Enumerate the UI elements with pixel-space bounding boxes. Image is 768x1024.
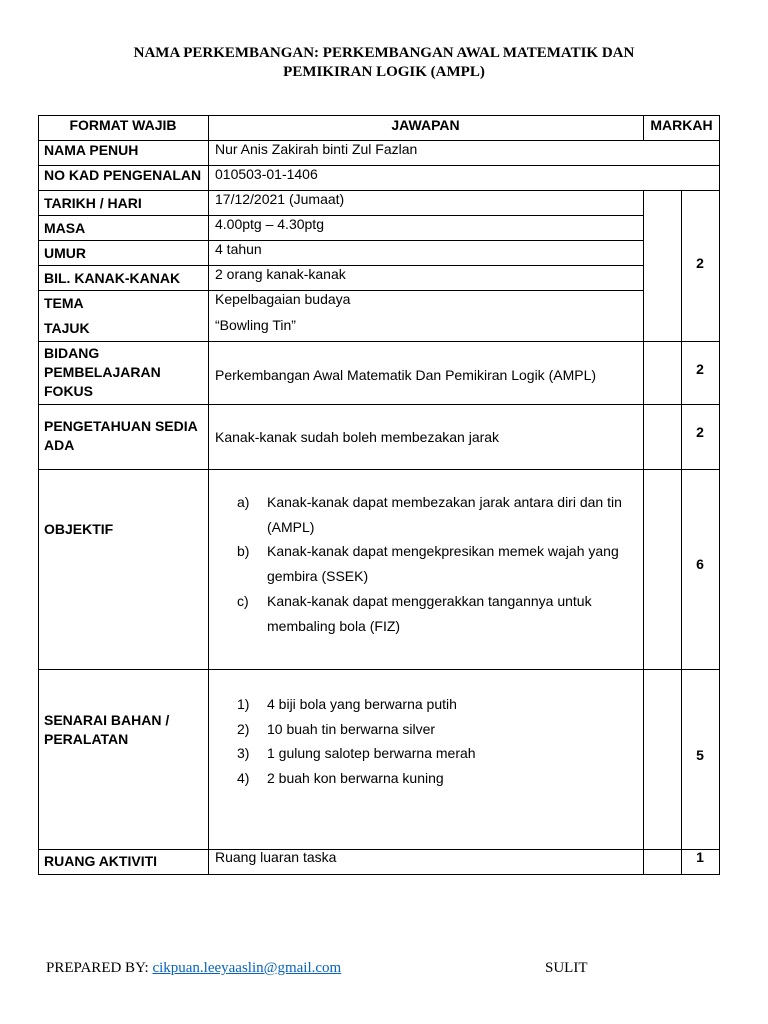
value-nama-penuh: Nur Anis Zakirah binti Zul Fazlan	[215, 141, 418, 157]
list-item: 3) 1 gulung salotep berwarna merah	[237, 745, 476, 762]
table-border-right	[719, 115, 720, 875]
label-bidang: BIDANG PEMBELAJARAN FOKUS	[44, 345, 161, 399]
value-tajuk: “Bowling Tin”	[215, 317, 296, 333]
row-divider	[38, 341, 720, 342]
mark-ruang: 1	[696, 849, 704, 865]
list-item: a) Kanak-kanak dapat membezakan jarak antara diri dan tin (AMPL)	[237, 494, 622, 535]
mark-senarai: 5	[696, 747, 704, 763]
value-bidang: Perkembangan Awal Matematik Dan Pemikiran Logik (AMPL)	[215, 367, 597, 383]
header-format: FORMAT WAJIB	[69, 117, 177, 133]
list-item: 2) 10 buah tin berwarna silver	[237, 720, 436, 737]
list-item: c) Kanak-kanak dapat menggerakkan tangannya untuk membaling bola (FIZ)	[237, 592, 592, 634]
label-tarikh: TARIKH / HARI	[44, 195, 142, 211]
row-divider	[38, 849, 720, 850]
label-masa: MASA	[44, 220, 86, 236]
mark-objektif: 6	[696, 556, 704, 572]
author-email-link[interactable]: cikpuan.leeyaaslin@gmail.com	[152, 960, 342, 976]
list-item: 4) 2 buah kon berwarna kuning	[237, 770, 444, 787]
mark-group-details: 2	[696, 255, 704, 271]
value-masa: 4.00ptg – 4.30ptg	[215, 216, 324, 232]
label-bil: BIL. KANAK-KANAK	[44, 270, 181, 286]
label-no-kad: NO KAD PENGENALAN	[44, 167, 202, 183]
row-divider	[38, 240, 643, 241]
col-divider	[681, 190, 682, 875]
value-no-kad: 010503-01-1406	[215, 166, 318, 182]
footer-prepared-by	[46, 960, 341, 977]
footer-classification: SULIT	[545, 960, 588, 976]
value-umur: 4 tahun	[215, 241, 262, 257]
row-divider	[38, 404, 720, 405]
label-objektif: OBJEKTIF	[44, 521, 114, 537]
list-item: b) Kanak-kanak dapat mengekpresikan memek wajah yang gembira (SSEK)	[237, 543, 619, 585]
senarai-list	[237, 692, 476, 791]
row-divider	[38, 469, 720, 470]
value-ruang: Ruang luaran taska	[215, 849, 337, 865]
mark-bidang: 2	[696, 361, 704, 377]
table-border-top	[38, 115, 720, 116]
label-tema: TEMA	[44, 295, 84, 311]
label-senarai: SENARAI BAHAN / PERALATAN	[44, 712, 170, 747]
list-item: 1) 4 biji bola yang berwarna putih	[237, 696, 457, 712]
table-border-bottom	[38, 874, 720, 875]
label-nama-penuh: NAMA PENUH	[44, 142, 139, 158]
header-answer: JAWAPAN	[391, 117, 460, 133]
prepared-by-label: PREPARED BY:	[46, 960, 149, 976]
mark-pengetahuan: 2	[696, 424, 704, 440]
title-line-1: NAMA PERKEMBANGAN: PERKEMBANGAN AWAL MATEMATIK DAN	[133, 45, 635, 61]
label-umur: UMUR	[44, 245, 86, 261]
row-divider	[38, 215, 643, 216]
label-pengetahuan: PENGETAHUAN SEDIA ADA	[44, 418, 198, 453]
col-divider	[643, 190, 644, 875]
lesson-plan-table	[38, 115, 720, 875]
row-divider	[38, 669, 720, 670]
value-tema: Kepelbagaian budaya	[215, 291, 351, 307]
objektif-list	[237, 490, 622, 638]
label-tajuk: TAJUK	[44, 320, 90, 336]
table-border-left	[38, 115, 39, 875]
label-ruang: RUANG AKTIVITI	[44, 853, 158, 869]
value-bil: 2 orang kanak-kanak	[215, 266, 346, 282]
row-divider	[38, 190, 720, 191]
col-divider	[208, 115, 209, 875]
row-divider	[38, 165, 720, 166]
value-pengetahuan: Kanak-kanak sudah boleh membezakan jarak	[215, 429, 500, 445]
document-title	[0, 44, 768, 82]
title-line-2: PEMIKIRAN LOGIK (AMPL)	[283, 64, 485, 80]
value-tarikh: 17/12/2021 (Jumaat)	[215, 191, 345, 207]
header-marks: MARKAH	[650, 117, 713, 133]
